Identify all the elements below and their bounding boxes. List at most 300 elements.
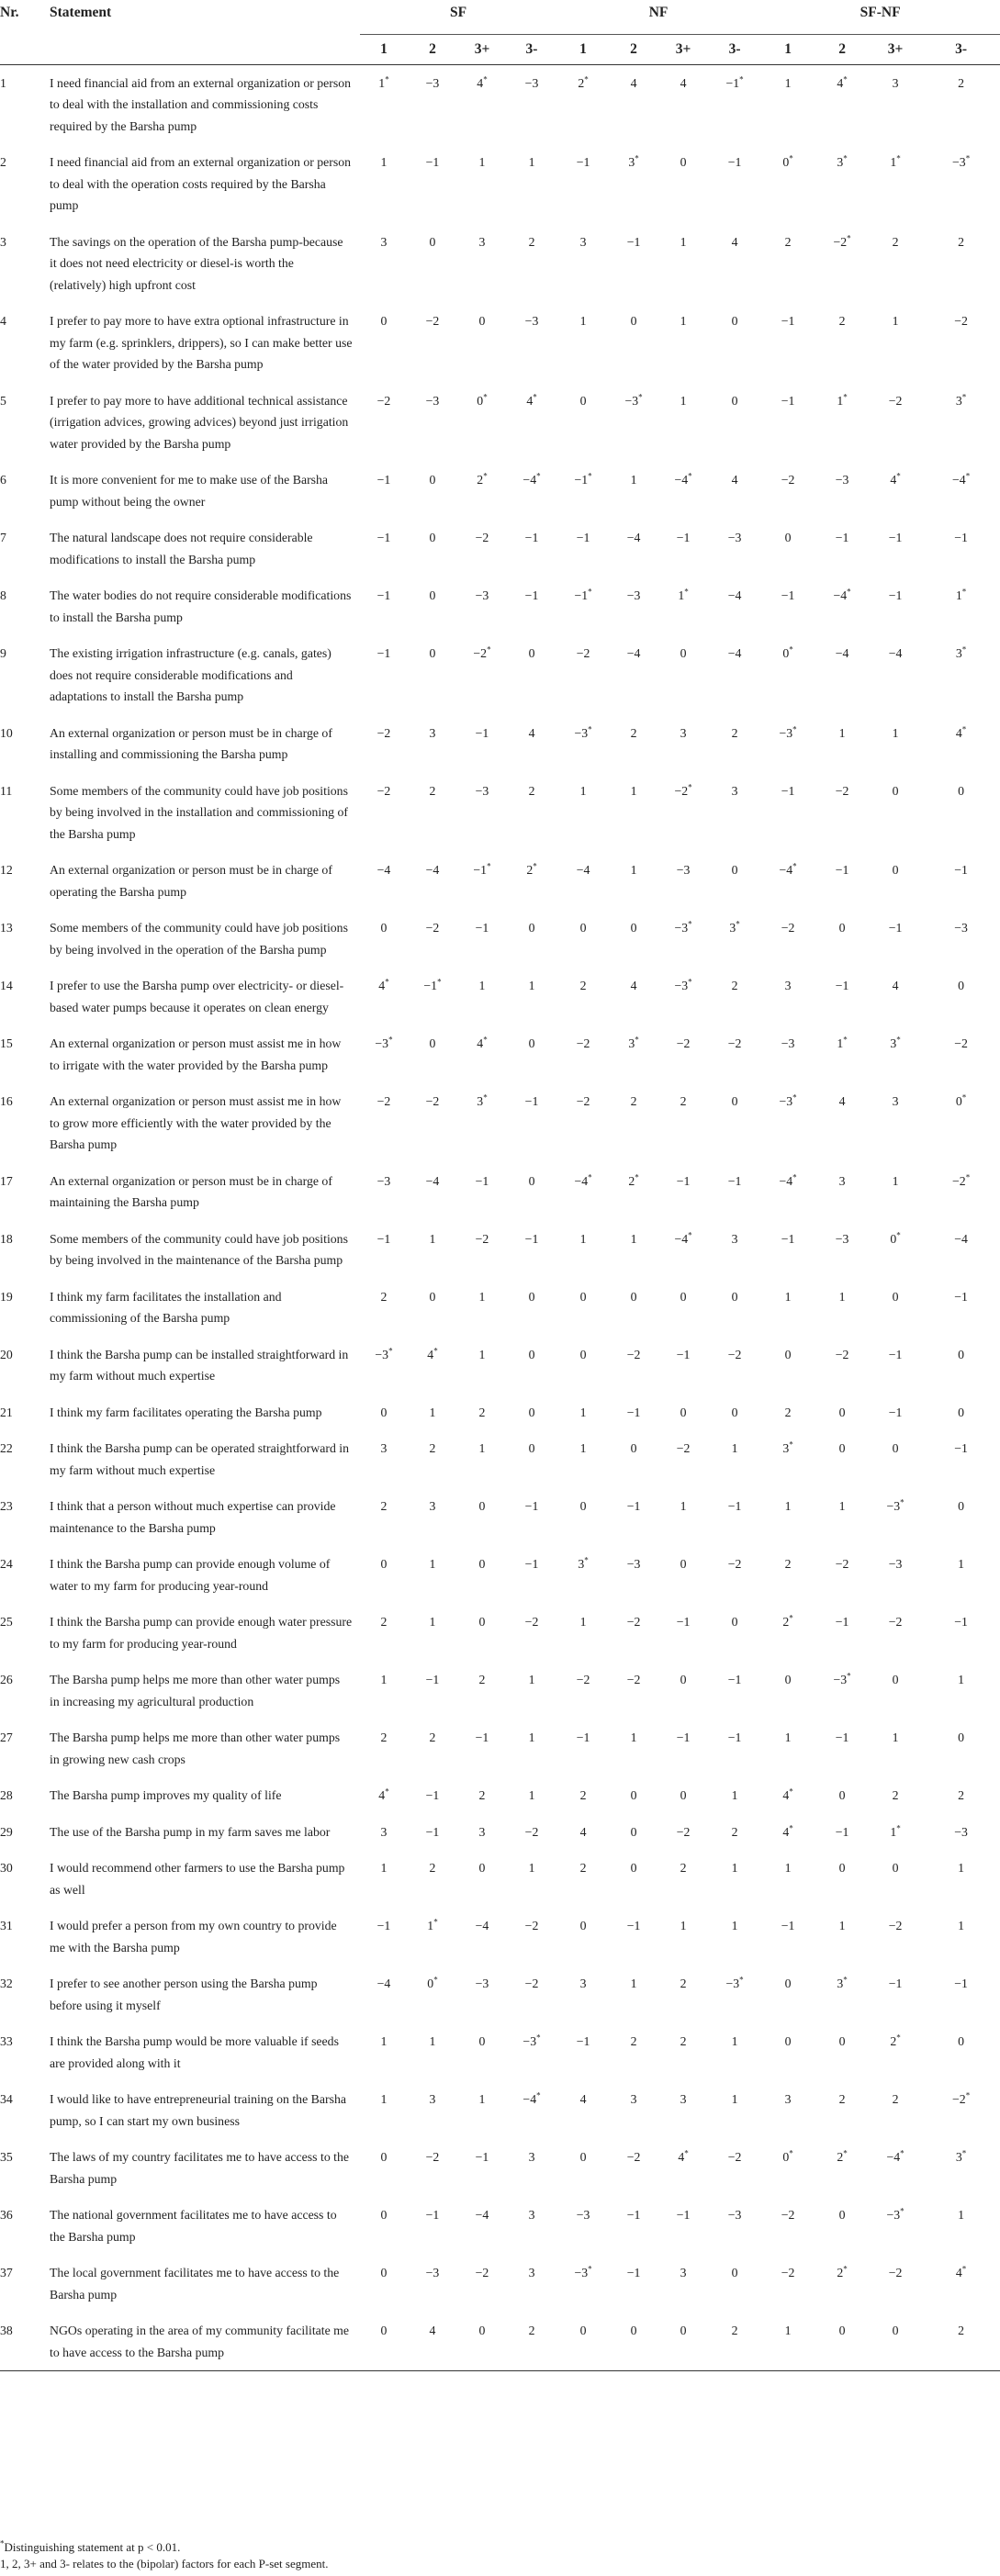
factor-score: 0 xyxy=(838,1405,846,1419)
factor-score: 2 xyxy=(709,2313,760,2371)
factor-score: −2 xyxy=(376,1094,391,1108)
factor-score: 0 xyxy=(838,2034,846,2048)
statement-text: The existing irrigation infrastructure (e.g. canals, gates) does not require considerable modifications and adaptations to install the Barsha pump xyxy=(50,646,331,703)
factor-score: 3 xyxy=(784,979,792,992)
factor-score: 2* xyxy=(477,471,488,487)
table-row xyxy=(0,635,1000,715)
statement-text: The natural landscape does not require considerable modifications to install the Barsha pump xyxy=(50,531,313,566)
factor-score: −1 xyxy=(954,1441,968,1455)
factor-score: 1 xyxy=(528,1788,535,1802)
factor-score: −1 xyxy=(576,155,590,169)
factor-score: 0 xyxy=(869,2313,922,2371)
factor-score: 0 xyxy=(528,1405,535,1419)
factor-score: −3* xyxy=(624,391,643,408)
factor-score: −3* xyxy=(522,2033,541,2048)
factor-score: 0 xyxy=(478,1861,486,1875)
factor-score: −2 xyxy=(727,1347,742,1361)
factor-score: 1* xyxy=(890,153,901,169)
factor-score: −4* xyxy=(674,471,692,487)
factor-score: 0 xyxy=(838,921,846,935)
factor-score: 0 xyxy=(380,2266,388,2279)
factor-score: −3 xyxy=(524,75,539,90)
factor-score: 0 xyxy=(429,1289,436,1304)
factor-score: 2 xyxy=(892,234,899,249)
factor-score: 1 xyxy=(528,155,535,169)
factor-score: 0 xyxy=(429,646,436,660)
factor-score: 3* xyxy=(628,153,639,169)
factor-score: 2 xyxy=(429,1730,436,1744)
row-number: 20 xyxy=(0,1347,13,1361)
statement-text: The water bodies do not require considerable modifications to install the Barsha pump xyxy=(50,588,352,624)
factor-score: 0 xyxy=(680,1405,687,1419)
factor-score: −4 xyxy=(626,531,641,544)
factor-score: −4 xyxy=(626,646,641,660)
factor-score: −1 xyxy=(626,2266,641,2279)
factor-score: 2 xyxy=(380,1499,388,1513)
factor-score: −1 xyxy=(835,531,849,544)
factor-score: −2 xyxy=(781,2266,795,2279)
footnote-text: Distinguishing statement at p < 0.01. xyxy=(4,2540,181,2554)
factor-score: 4 xyxy=(731,234,738,249)
factor-score: −3 xyxy=(835,473,849,487)
table-row xyxy=(0,520,1000,577)
table-row xyxy=(0,1719,1000,1777)
factor-score: 0 xyxy=(380,2208,388,2222)
factor-score: 0 xyxy=(630,1861,637,1875)
factor-score: 1 xyxy=(838,1919,846,1932)
factor-score: −2 xyxy=(626,2150,641,2164)
factor-score: 1 xyxy=(429,2034,436,2048)
factor-score: −4* xyxy=(522,471,541,487)
statement-text: I would recommend other farmers to use the Barsha pump as well xyxy=(50,1861,345,1897)
factor-score: −1 xyxy=(475,1730,489,1744)
table-row xyxy=(0,1279,1000,1337)
factor-score: 2 xyxy=(429,1861,436,1875)
row-number: 6 xyxy=(0,473,6,487)
factor-score: 1 xyxy=(892,725,899,740)
factor-score: 3 xyxy=(478,234,486,249)
factor-score: −1* xyxy=(574,587,592,602)
row-number: 29 xyxy=(0,1824,13,1839)
statement-text: An external organization or person must be in charge of operating the Barsha pump xyxy=(50,863,332,899)
factor-score: 4* xyxy=(890,471,901,487)
factor-score: −1 xyxy=(376,531,391,544)
factor-score: 1 xyxy=(429,1405,436,1419)
factor-score: 3 xyxy=(892,1094,899,1108)
factor-score: 1 xyxy=(958,1919,965,1932)
header-factor: 3+ xyxy=(869,34,922,64)
factor-score: −1 xyxy=(475,725,489,740)
factor-score: −4 xyxy=(954,1231,968,1246)
factor-score: −2 xyxy=(835,783,849,798)
factor-score: −2 xyxy=(376,725,391,740)
factor-score: 2 xyxy=(528,234,535,249)
factor-score: 0 xyxy=(429,234,436,249)
factor-score: −1 xyxy=(524,1499,539,1513)
factor-score: −3* xyxy=(886,1497,904,1513)
factor-score: 1 xyxy=(680,234,687,249)
factor-score: 4* xyxy=(526,391,537,408)
factor-score: −2 xyxy=(888,393,903,408)
factor-score: 0 xyxy=(457,2313,507,2371)
factor-score: −1 xyxy=(524,531,539,544)
factor-score: 3 xyxy=(528,2266,535,2279)
factor-score: 1 xyxy=(579,1405,587,1419)
factor-score: 3* xyxy=(837,153,848,169)
factor-score: −1 xyxy=(781,783,795,798)
header-factor: 2 xyxy=(815,34,869,64)
factor-score: −2 xyxy=(835,1347,849,1361)
factor-score: 1* xyxy=(955,587,967,602)
factor-score: 3* xyxy=(955,644,967,660)
statement-text: I would like to have entrepreneurial training on the Barsha pump, so I can start my own business xyxy=(50,2092,346,2128)
factor-score: −3* xyxy=(886,2206,904,2222)
factor-score: −4 xyxy=(888,646,903,660)
statement-text: I prefer to see another person using the Barsha pump before using it myself xyxy=(50,1977,318,2012)
factor-score: 2 xyxy=(922,2313,1000,2371)
statement-text: An external organization or person must be in charge of maintaining the Barsha pump xyxy=(50,1173,332,1209)
factor-score: 0 xyxy=(731,1094,738,1108)
factor-score: 3* xyxy=(955,391,967,408)
factor-score: −1 xyxy=(781,1919,795,1932)
factor-score: 0 xyxy=(579,1919,587,1932)
header-row-groups xyxy=(0,0,1000,34)
factor-score: −1 xyxy=(524,588,539,602)
factor-score: −2 xyxy=(425,2150,440,2164)
factor-score: −2 xyxy=(524,1824,539,1839)
factor-score: 2 xyxy=(838,314,846,328)
factor-score: −1 xyxy=(576,1730,590,1744)
factor-score: −4 xyxy=(475,1919,489,1932)
header-factor: 1 xyxy=(760,34,815,64)
factor-score: −1 xyxy=(676,2208,691,2222)
factor-score: 3 xyxy=(380,1824,388,1839)
factor-score: 2 xyxy=(380,1730,388,1744)
factor-score: 0 xyxy=(958,2034,965,2048)
factor-score: 3* xyxy=(578,1555,589,1571)
factor-score: −3* xyxy=(674,977,692,992)
factor-score: −1 xyxy=(888,1405,903,1419)
factor-score: 0 xyxy=(958,1499,965,1513)
table-row xyxy=(0,1337,1000,1394)
statement-text: I need financial aid from an external organization or person to deal with the installation and commissioning costs required by the Barsha pump xyxy=(50,75,352,133)
factor-score: 0 xyxy=(528,1289,535,1304)
factor-score: −2 xyxy=(727,2150,742,2164)
factor-score: −4 xyxy=(376,1977,391,1990)
row-number: 2 xyxy=(0,155,6,169)
factor-score: 2 xyxy=(731,1824,738,1839)
table-row xyxy=(0,1430,1000,1488)
table-row xyxy=(0,1908,1000,1966)
factor-score: 1 xyxy=(630,783,637,798)
factor-score: 0 xyxy=(731,1289,738,1304)
header-row-factors xyxy=(0,34,1000,64)
factor-score: −1 xyxy=(835,1824,849,1839)
factor-score: 0 xyxy=(958,979,965,992)
factor-score: 0 xyxy=(657,2313,709,2371)
table-body xyxy=(0,64,1000,2371)
table-row xyxy=(0,2139,1000,2197)
factor-score: −1 xyxy=(475,2150,489,2164)
factor-score: −4* xyxy=(886,2148,904,2164)
factor-score: 0 xyxy=(892,783,899,798)
table-row xyxy=(0,462,1000,520)
factor-score: −3 xyxy=(425,2266,440,2279)
factor-score: −1 xyxy=(781,1231,795,1246)
table-row xyxy=(0,383,1000,463)
factor-score: 0 xyxy=(731,1405,738,1419)
factor-score: −1 xyxy=(524,1231,539,1246)
row-number: 32 xyxy=(0,1977,13,1990)
factor-score: 4* xyxy=(678,2148,689,2164)
factor-score: −3* xyxy=(833,1671,851,1686)
factor-score: −3 xyxy=(524,314,539,328)
footnote-mark: * xyxy=(0,2538,5,2548)
factor-score: −1 xyxy=(676,1615,691,1629)
factor-score: −1 xyxy=(835,863,849,877)
factor-score: 0 xyxy=(380,314,388,328)
factor-score: 0 xyxy=(958,1347,965,1361)
factor-score: 4* xyxy=(955,723,967,740)
table-row xyxy=(0,2313,1000,2371)
factor-score: −1 xyxy=(475,921,489,935)
row-number: 23 xyxy=(0,1499,13,1513)
header-factor: 3- xyxy=(507,34,556,64)
factor-score: 1 xyxy=(784,1499,792,1513)
factor-score: 1 xyxy=(429,1231,436,1246)
factor-score: 1 xyxy=(478,1289,486,1304)
factor-score: −1 xyxy=(676,1730,691,1744)
footnote-significance xyxy=(0,2539,329,2556)
factor-score: 0* xyxy=(782,644,793,660)
factor-score: 1 xyxy=(630,863,637,877)
factor-score: 0 xyxy=(731,393,738,408)
factor-score: 0 xyxy=(680,155,687,169)
factor-score: 2* xyxy=(526,861,537,877)
factor-score: 3 xyxy=(838,1173,846,1188)
factor-score: −4 xyxy=(835,646,849,660)
statement-text: Some members of the community could have job positions by being involved in the maintenance of the Barsha pump xyxy=(50,1231,348,1267)
factor-score: −1 xyxy=(781,588,795,602)
factor-score: 0 xyxy=(680,1557,687,1571)
factor-score: −2 xyxy=(376,783,391,798)
factor-score: −3* xyxy=(375,1035,393,1050)
factor-score: 1 xyxy=(731,2034,738,2048)
row-number: 26 xyxy=(0,1673,13,1686)
factor-score: 1* xyxy=(837,1035,848,1050)
factor-score: 1 xyxy=(478,155,486,169)
factor-score: 2 xyxy=(478,1405,486,1419)
factor-score: −3 xyxy=(376,1173,391,1188)
factor-score: 0 xyxy=(892,1861,899,1875)
factor-score: −3* xyxy=(952,153,971,169)
factor-score: −2 xyxy=(576,646,590,660)
statement-text: An external organization or person must be in charge of installing and commissioning the Barsha pump xyxy=(50,725,332,761)
factor-score: 0 xyxy=(579,921,587,935)
statement-text: I would prefer a person from my own country to provide me with the Barsha pump xyxy=(50,1919,337,1954)
row-number: 14 xyxy=(0,979,13,992)
factor-score: 0 xyxy=(838,2208,846,2222)
header-factor: 2 xyxy=(408,34,457,64)
row-number: 9 xyxy=(0,646,6,660)
header-factor: 2 xyxy=(610,34,657,64)
factor-score: −1 xyxy=(835,979,849,992)
statement-text: The Barsha pump helps me more than other water pumps in increasing my agricultural production xyxy=(50,1673,341,1708)
factor-score: 2 xyxy=(380,1289,388,1304)
factor-score: 3* xyxy=(477,1092,488,1108)
factor-score: −4* xyxy=(522,2090,541,2106)
row-number: 7 xyxy=(0,531,6,544)
factor-score: 1 xyxy=(731,1861,738,1875)
factor-score: 0 xyxy=(528,1347,535,1361)
factor-score: 0* xyxy=(477,391,488,408)
factor-score: 0 xyxy=(556,2313,610,2371)
factor-score: −3 xyxy=(425,75,440,90)
factor-score: −2 xyxy=(475,531,489,544)
factor-score: 0 xyxy=(429,1036,436,1050)
factor-score: −3 xyxy=(425,393,440,408)
row-number: 33 xyxy=(0,2034,13,2048)
factor-score: 3 xyxy=(528,2208,535,2222)
factor-score: −2* xyxy=(473,644,491,660)
factor-score: −1* xyxy=(473,861,491,877)
factor-score: 0* xyxy=(782,2148,793,2164)
factor-score: 0 xyxy=(731,314,738,328)
table-row xyxy=(0,2197,1000,2255)
factor-score: −1* xyxy=(574,471,592,487)
factor-score: 3 xyxy=(784,2092,792,2106)
header-group-sf-nf: SF-NF xyxy=(760,0,1000,34)
header-factor: 3+ xyxy=(657,34,709,64)
factor-score: −3* xyxy=(779,723,797,740)
factor-score: 0 xyxy=(429,531,436,544)
factor-score: −1 xyxy=(727,155,742,169)
row-number: 3 xyxy=(0,234,6,249)
factor-score: 2 xyxy=(429,783,436,798)
factor-score: −1 xyxy=(888,1977,903,1990)
statement-text: I prefer to pay more to have extra optional infrastructure in my farm (e.g. sprinklers, drippers), so I can make better use of the water provided by the Barsha pump xyxy=(50,314,353,371)
table-row xyxy=(0,1850,1000,1908)
factor-score: 0 xyxy=(579,2150,587,2164)
factor-score: 0* xyxy=(890,1229,901,1246)
factor-score: 4 xyxy=(892,979,899,992)
factor-score: −1 xyxy=(376,1231,391,1246)
statement-text: I think the Barsha pump can provide enough volume of water to my farm for producing year-round xyxy=(50,1557,331,1593)
factor-score: −1 xyxy=(376,1919,391,1932)
factor-score: 1 xyxy=(784,75,792,90)
factor-score: 4 xyxy=(408,2313,457,2371)
factor-score: −3* xyxy=(574,723,592,740)
factor-score: −4 xyxy=(376,863,391,877)
factor-score: 4 xyxy=(579,1824,587,1839)
factor-score: −2 xyxy=(524,1977,539,1990)
factor-score: 2* xyxy=(837,2148,848,2164)
factor-score: 2* xyxy=(578,73,589,90)
factor-score: −4* xyxy=(779,861,797,877)
factor-score: 1* xyxy=(837,391,848,408)
factor-score: 1 xyxy=(680,314,687,328)
factor-score: 0 xyxy=(478,2034,486,2048)
factor-score: 3 xyxy=(731,783,738,798)
factor-score: 3* xyxy=(890,1035,901,1050)
factor-score: −2 xyxy=(524,1615,539,1629)
table-row xyxy=(0,715,1000,773)
factor-score: 0 xyxy=(429,588,436,602)
row-number: 28 xyxy=(0,1788,13,1802)
table-row xyxy=(0,1488,1000,1546)
factor-score: 3* xyxy=(837,1975,848,1990)
factor-score: 1 xyxy=(380,2034,388,2048)
factor-score: −2 xyxy=(576,1673,590,1686)
factor-score: 1 xyxy=(731,2092,738,2106)
factor-score: 1 xyxy=(958,1861,965,1875)
row-number: 16 xyxy=(0,1094,13,1108)
factor-score: −3 xyxy=(475,1977,489,1990)
factor-score: 1 xyxy=(380,2092,388,2106)
row-number: 5 xyxy=(0,393,6,408)
factor-score: 0 xyxy=(784,1347,792,1361)
factor-score: −1 xyxy=(954,531,968,544)
factor-score: −2 xyxy=(954,314,968,328)
factor-score: −4 xyxy=(425,863,440,877)
statement-text: It is more convenient for me to make use of the Barsha pump without being the owner xyxy=(50,473,329,509)
factor-score: 2 xyxy=(478,1788,486,1802)
factor-score: 2* xyxy=(890,2033,901,2048)
factor-score: 1 xyxy=(478,1441,486,1455)
header-blank xyxy=(0,34,50,64)
factor-score: 4 xyxy=(528,725,535,740)
header-factor: 3- xyxy=(709,34,760,64)
factor-score: 4* xyxy=(837,73,848,90)
factor-score: 1 xyxy=(579,1441,587,1455)
statement-text: The Barsha pump helps me more than other water pumps in growing new cash crops xyxy=(50,1730,341,1766)
factor-score: 0 xyxy=(680,1289,687,1304)
row-number: 12 xyxy=(0,863,13,877)
factor-score: 2 xyxy=(784,234,792,249)
factor-score: −4* xyxy=(779,1171,797,1188)
factor-score: −2 xyxy=(626,1347,641,1361)
row-number: 13 xyxy=(0,921,13,935)
factor-score: 1 xyxy=(429,1615,436,1629)
factor-score: −1 xyxy=(524,1557,539,1571)
row-number: 19 xyxy=(0,1289,13,1304)
factor-score: −2 xyxy=(626,1615,641,1629)
factor-score: 1 xyxy=(429,1557,436,1571)
factor-score: 0 xyxy=(630,1788,637,1802)
statement-text: Some members of the community could have job positions by being involved in the operation of the Barsha pump xyxy=(50,921,348,957)
factor-score: 1 xyxy=(892,1173,899,1188)
header-group-nf: NF xyxy=(556,0,760,34)
row-number: 35 xyxy=(0,2150,13,2164)
factor-score: −1 xyxy=(835,1730,849,1744)
table-row xyxy=(0,1546,1000,1604)
header-factor: 1 xyxy=(360,34,408,64)
row-number: 18 xyxy=(0,1231,13,1246)
factor-score: 2 xyxy=(507,2313,556,2371)
factor-score: 0 xyxy=(380,921,388,935)
factor-score: 2 xyxy=(784,1557,792,1571)
factor-score: 3 xyxy=(680,2092,687,2106)
factor-score: 0 xyxy=(680,1788,687,1802)
factor-score: −3* xyxy=(375,1345,393,1361)
factor-score: 2 xyxy=(429,1441,436,1455)
factor-score: 0 xyxy=(380,1405,388,1419)
row-number: 17 xyxy=(0,1173,13,1188)
table-row xyxy=(0,968,1000,1025)
factor-score: 0 xyxy=(892,1441,899,1455)
factor-score: 4 xyxy=(579,2092,587,2106)
factor-score: 3 xyxy=(429,1499,436,1513)
